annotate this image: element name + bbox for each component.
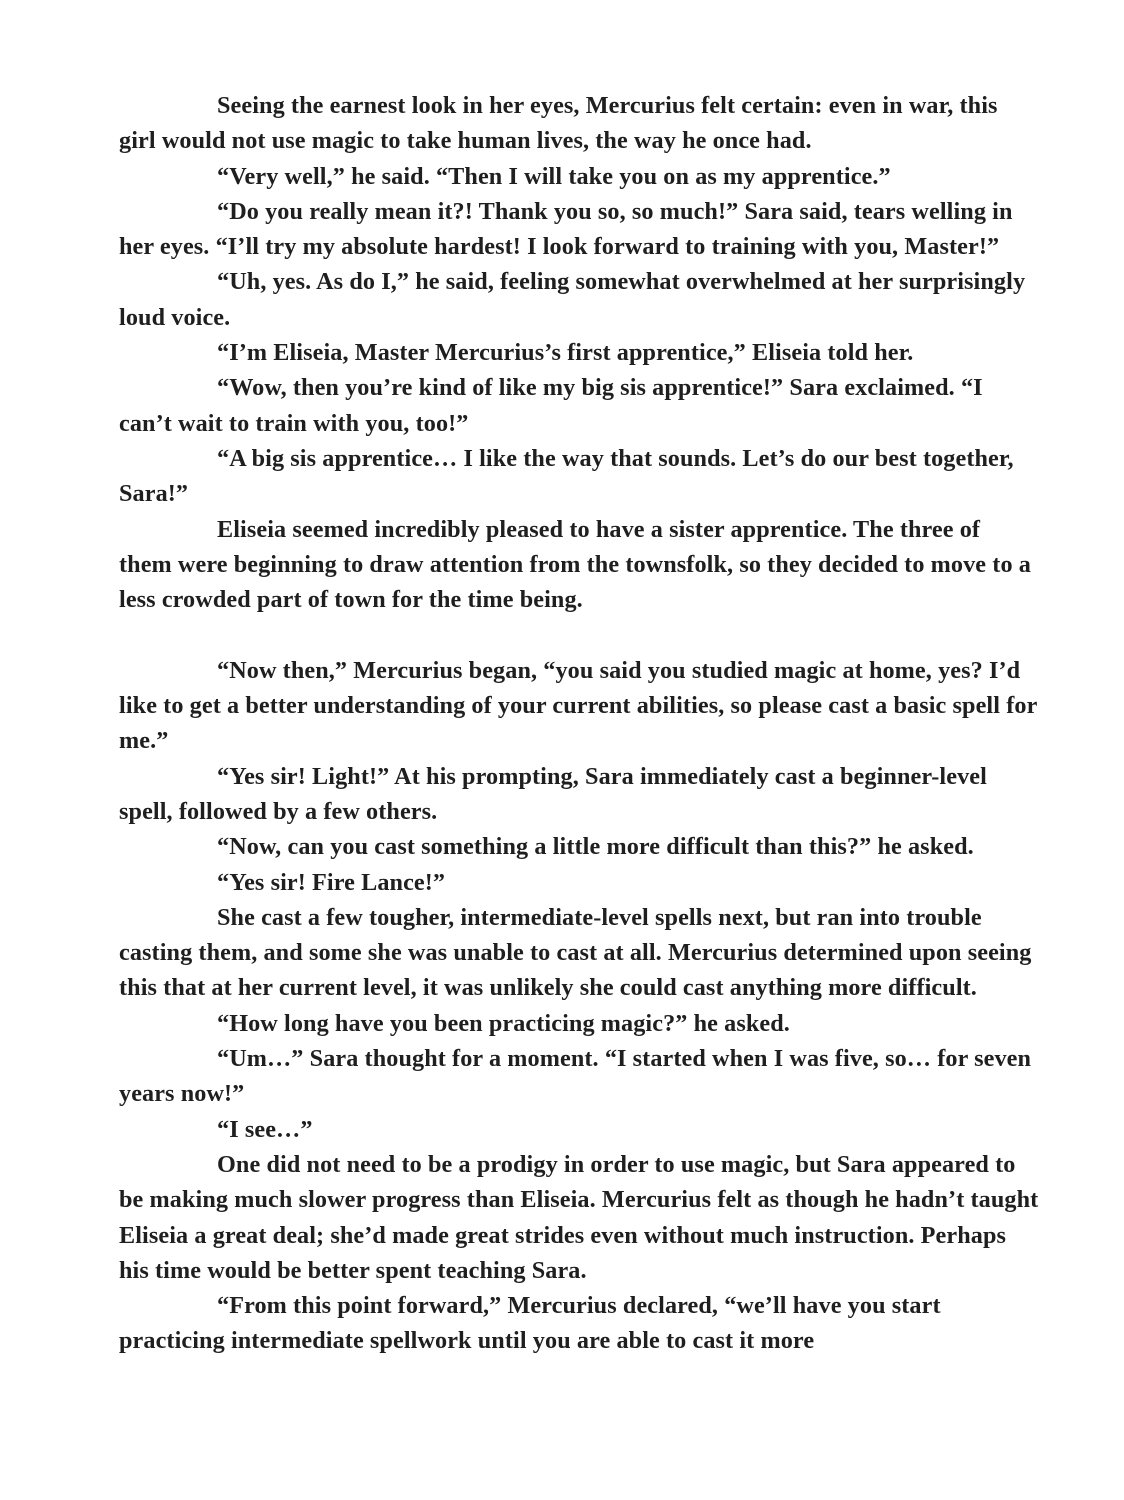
- paragraph: “From this point forward,” Mercurius declared, “we’ll have you start practicing intermediate spellwork until you are able to cast it more: [119, 1292, 941, 1355]
- paragraph: “A big sis apprentice… I like the way that sounds. Let’s do our best together, Sara!”: [119, 444, 1014, 508]
- paragraph: “Do you really mean it?! Thank you so, so much!” Sara said, tears welling in her eyes. “I’ll try my absolute hardest! I look forward to training with you, Master!”: [119, 197, 1013, 261]
- paragraph: “Uh, yes. As do I,” he said, feeling somewhat overwhelmed at her surprisingly loud voice.: [119, 268, 1026, 331]
- paragraph: “Yes sir! Fire Lance!”: [217, 868, 446, 896]
- paragraph: “How long have you been practicing magic?” he asked.: [217, 1009, 790, 1037]
- paragraph: She cast a few tougher, intermediate-level spells next, but ran into trouble casting them, and some she was unable to cast at all. Mercurius determined upon seeing this that at her current level, it was unlikely she could cast anything more difficult.: [119, 903, 1032, 1002]
- paragraph: “Now then,” Mercurius began, “you said you studied magic at home, yes? I’d like to get a better understanding of your current abilities, so please cast a basic spell for me.”: [119, 656, 1037, 755]
- paragraph: “I’m Eliseia, Master Mercurius’s first apprentice,” Eliseia told her.: [217, 339, 914, 367]
- paragraph: “Now, can you cast something a little more difficult than this?” he asked.: [217, 833, 974, 861]
- paragraph: “Wow, then you’re kind of like my big sis apprentice!” Sara exclaimed. “I can’t wait to train with you, too!”: [119, 374, 983, 437]
- paragraph: “Very well,” he said. “Then I will take you on as my apprentice.”: [217, 162, 891, 190]
- paragraph: “Um…” Sara thought for a moment. “I started when I was five, so… for seven years now!”: [119, 1045, 1032, 1108]
- paragraph: Seeing the earnest look in her eyes, Mercurius felt certain: even in war, this girl would not use magic to take human lives, the way he once had.: [119, 92, 998, 155]
- paragraph: One did not need to be a prodigy in order to use magic, but Sara appeared to be making much slower progress than Eliseia. Mercurius felt as though he hadn’t taught Eliseia a great deal; she’d made great strides even without much instruction. Perhaps his time would be better spent teaching Sara.: [119, 1150, 1039, 1284]
- paragraph: “Yes sir! Light!” At his prompting, Sara immediately cast a beginner-level spell, followed by a few others.: [119, 762, 987, 825]
- paragraph: “I see…”: [217, 1115, 313, 1143]
- page-text: [119, 88, 1039, 1359]
- paragraph: Eliseia seemed incredibly pleased to have a sister apprentice. The three of them were beginning to draw attention from the townsfolk, so they decided to move to a less crowded part of town for the time being.: [119, 515, 1031, 614]
- scene-break: [119, 617, 1039, 652]
